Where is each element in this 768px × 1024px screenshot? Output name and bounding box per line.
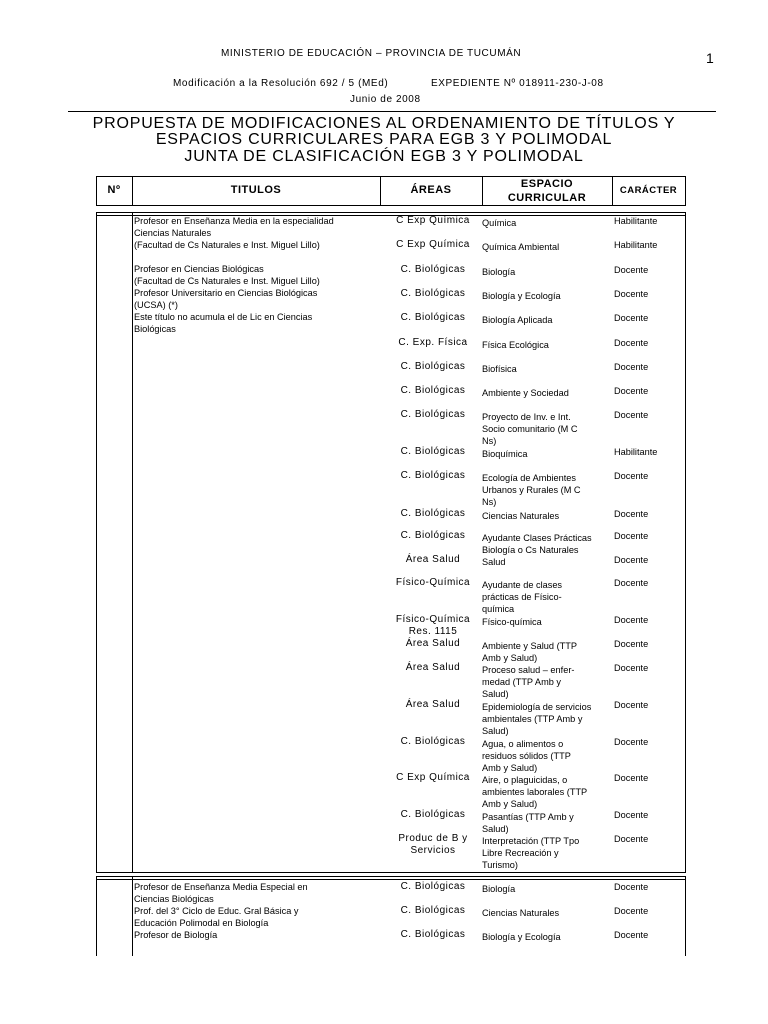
caracter-cell: Docente — [614, 362, 649, 372]
title-text-line: Este título no acumula el de Lic en Ciencias — [134, 312, 313, 322]
area-cell: Área Salud — [405, 699, 461, 710]
title-line-3: JUNTA DE CLASIFICACIÓN EGB 3 Y POLIMODAL — [184, 148, 584, 165]
title-text-line: Educación Polimodal en Biología — [134, 918, 269, 928]
area-cell: C. Biológicas — [400, 264, 466, 275]
col-header-espacio-1: ESPACIO — [520, 178, 574, 190]
espacio-curricular-cell: Física Ecológica — [482, 340, 549, 350]
caracter-cell: Docente — [614, 737, 649, 747]
caracter-cell: Docente — [614, 509, 649, 519]
title-text-line: Ciencias Biológicas — [134, 894, 214, 904]
espacio-curricular-cell: Salud — [482, 557, 506, 567]
espacio-curricular-cell: Ciencias Naturales — [482, 511, 560, 521]
caracter-cell: Docente — [614, 639, 649, 649]
espacio-curricular-cell: Química Ambiental — [482, 242, 560, 252]
area-cell: C. Biológicas — [400, 530, 466, 541]
espacio-curricular-cell: Aire, o plaguicidas, o — [482, 775, 568, 785]
col-header-titulos: TITULOS — [230, 184, 282, 196]
espacio-curricular-cell: Bioquímica — [482, 449, 528, 459]
area-cell: Físico-Química — [395, 577, 471, 588]
col-header-n: Nº — [107, 184, 121, 196]
espacio-curricular-cell: ambientes laborales (TTP — [482, 787, 588, 797]
espacio-curricular-cell: prácticas de Físico- — [482, 592, 562, 602]
area-cell: C. Biológicas — [400, 809, 466, 820]
area-cell: C. Biológicas — [400, 312, 466, 323]
title-line-1: PROPUESTA DE MODIFICACIONES AL ORDENAMIENTO DE TÍTULOS Y — [92, 115, 676, 132]
modification-reference: Modificación a la Resolución 692 / 5 (MEd) — [173, 78, 389, 89]
espacio-curricular-cell: Ayudante de clases — [482, 580, 563, 590]
title-text-line: Profesor en Ciencias Biológicas — [134, 264, 264, 274]
area-cell: Físico-Química — [395, 614, 471, 625]
area-cell: C. Biológicas — [400, 409, 466, 420]
espacio-curricular-cell: Amb y Salud) — [482, 653, 538, 663]
caracter-cell: Docente — [614, 531, 649, 541]
caracter-cell: Docente — [614, 810, 649, 820]
area-cell: C. Exp. Física — [398, 337, 468, 348]
espacio-curricular-cell: Turismo) — [482, 860, 518, 870]
caracter-cell: Habilitante — [614, 447, 658, 457]
espacio-curricular-cell: Agua, o alimentos o — [482, 739, 564, 749]
espacio-curricular-cell: Amb y Salud) — [482, 763, 538, 773]
caracter-cell: Docente — [614, 834, 649, 844]
espacio-curricular-cell: medad (TTP Amb y — [482, 677, 561, 687]
area-cell: C. Biológicas — [400, 385, 466, 396]
area-cell: C Exp Química — [396, 215, 470, 226]
caracter-cell: Docente — [614, 930, 649, 940]
area-cell: Área Salud — [405, 638, 461, 649]
area-cell: C. Biológicas — [400, 288, 466, 299]
area-cell: C. Biológicas — [400, 736, 466, 747]
title-text-line: Ciencias Naturales — [134, 228, 212, 238]
area-cell: C. Biológicas — [400, 508, 466, 519]
area-cell: Produc de B y — [398, 833, 468, 844]
area-cell: C. Biológicas — [400, 446, 466, 457]
espacio-curricular-cell: Ecología de Ambientes — [482, 473, 576, 483]
espacio-curricular-cell: Libre Recreación y — [482, 848, 559, 858]
espacio-curricular-cell: Ns) — [482, 436, 497, 446]
espacio-curricular-cell: Ambiente y Salud (TTP — [482, 641, 577, 651]
espacio-curricular-cell: Biofísica — [482, 364, 517, 374]
caracter-cell: Docente — [614, 338, 649, 348]
expediente-number: EXPEDIENTE Nº 018911-230-J-08 — [431, 78, 604, 89]
area-cell: Área Salud — [405, 662, 461, 673]
area-cell: Área Salud — [405, 554, 461, 565]
caracter-cell: Docente — [614, 555, 649, 565]
col-header-areas: ÁREAS — [410, 184, 452, 196]
espacio-curricular-cell: residuos sólidos (TTP — [482, 751, 571, 761]
caracter-cell: Docente — [614, 663, 649, 673]
caracter-cell: Docente — [614, 265, 649, 275]
espacio-curricular-cell: Ayudante Clases Prácticas — [482, 533, 592, 543]
title-text-line: Biológicas — [134, 324, 176, 334]
title-text-line: Profesor Universitario en Ciencias Biológicas — [134, 288, 318, 298]
area-cell: C. Biológicas — [400, 905, 466, 916]
espacio-curricular-cell: Pasantías (TTP Amb y — [482, 812, 574, 822]
page-number: 1 — [706, 50, 714, 66]
caracter-cell: Docente — [614, 410, 649, 420]
area-cell: C Exp Química — [396, 772, 470, 783]
title-text-line: Profesor de Biología — [134, 930, 218, 940]
caracter-cell: Docente — [614, 313, 649, 323]
espacio-curricular-cell: Proyecto de Inv. e Int. — [482, 412, 571, 422]
caracter-cell: Docente — [614, 386, 649, 396]
col-header-caracter: CARÁCTER — [619, 185, 678, 196]
espacio-curricular-cell: Salud) — [482, 824, 509, 834]
title-text-line: Profesor en Enseñanza Media en la especialidad — [134, 216, 334, 226]
espacio-curricular-cell: ambientales (TTP Amb y — [482, 714, 583, 724]
espacio-curricular-cell: Urbanos y Rurales (M C — [482, 485, 581, 495]
area-cell: Servicios — [410, 845, 456, 856]
title-text-line: (UCSA) (*) — [134, 300, 178, 310]
espacio-curricular-cell: Biología — [482, 267, 516, 277]
espacio-curricular-cell: Epidemiología de servicios — [482, 702, 592, 712]
caracter-cell: Docente — [614, 615, 649, 625]
espacio-curricular-cell: Biología — [482, 884, 516, 894]
espacio-curricular-cell: Química — [482, 218, 517, 228]
caracter-cell: Docente — [614, 773, 649, 783]
header-divider — [68, 111, 716, 112]
caracter-cell: Habilitante — [614, 216, 658, 226]
espacio-curricular-cell: Proceso salud – enfer- — [482, 665, 575, 675]
espacio-curricular-cell: química — [482, 604, 515, 614]
caracter-cell: Docente — [614, 700, 649, 710]
espacio-curricular-cell: Biología y Ecología — [482, 291, 561, 301]
espacio-curricular-cell: Ns) — [482, 497, 497, 507]
caracter-cell: Docente — [614, 578, 649, 588]
document-date: Junio de 2008 — [350, 94, 421, 105]
espacio-curricular-cell: Interpretación (TTP Tpo — [482, 836, 580, 846]
caracter-cell: Habilitante — [614, 240, 658, 250]
title-text-line: (Facultad de Cs Naturales e Inst. Miguel Lillo) — [134, 240, 320, 250]
caracter-cell: Docente — [614, 289, 649, 299]
espacio-curricular-cell: Ambiente y Sociedad — [482, 388, 569, 398]
espacio-curricular-cell: Salud) — [482, 689, 509, 699]
title-text-line: Profesor de Enseñanza Media Especial en — [134, 882, 308, 892]
ministry-header: MINISTERIO DE EDUCACIÓN – PROVINCIA DE TUCUMÁN — [221, 48, 522, 59]
area-cell: C. Biológicas — [400, 361, 466, 372]
espacio-curricular-cell: Socio comunitario (M C — [482, 424, 578, 434]
title-text-line: (Facultad de Cs Naturales e Inst. Miguel Lillo) — [134, 276, 320, 286]
espacio-curricular-cell: Físico-química — [482, 617, 542, 627]
espacio-curricular-cell: Amb y Salud) — [482, 799, 538, 809]
espacio-curricular-cell: Ciencias Naturales — [482, 908, 560, 918]
caracter-cell: Docente — [614, 471, 649, 481]
area-cell: C. Biológicas — [400, 470, 466, 481]
espacio-curricular-cell: Biología o Cs Naturales — [482, 545, 579, 555]
title-line-2: ESPACIOS CURRICULARES PARA EGB 3 Y POLIMODAL — [155, 131, 613, 148]
caracter-cell: Docente — [614, 906, 649, 916]
espacio-curricular-cell: Biología Aplicada — [482, 315, 553, 325]
area-cell: C. Biológicas — [400, 929, 466, 940]
area-cell: C. Biológicas — [400, 881, 466, 892]
title-text-line: Prof. del 3° Ciclo de Educ. Gral Básica y — [134, 906, 299, 916]
area-cell: C Exp Química — [396, 239, 470, 250]
caracter-cell: Docente — [614, 882, 649, 892]
espacio-curricular-cell: Biología y Ecología — [482, 932, 561, 942]
espacio-curricular-cell: Salud) — [482, 726, 509, 736]
area-cell: Res. 1115 — [408, 626, 458, 637]
col-header-espacio-2: CURRICULAR — [507, 192, 587, 204]
